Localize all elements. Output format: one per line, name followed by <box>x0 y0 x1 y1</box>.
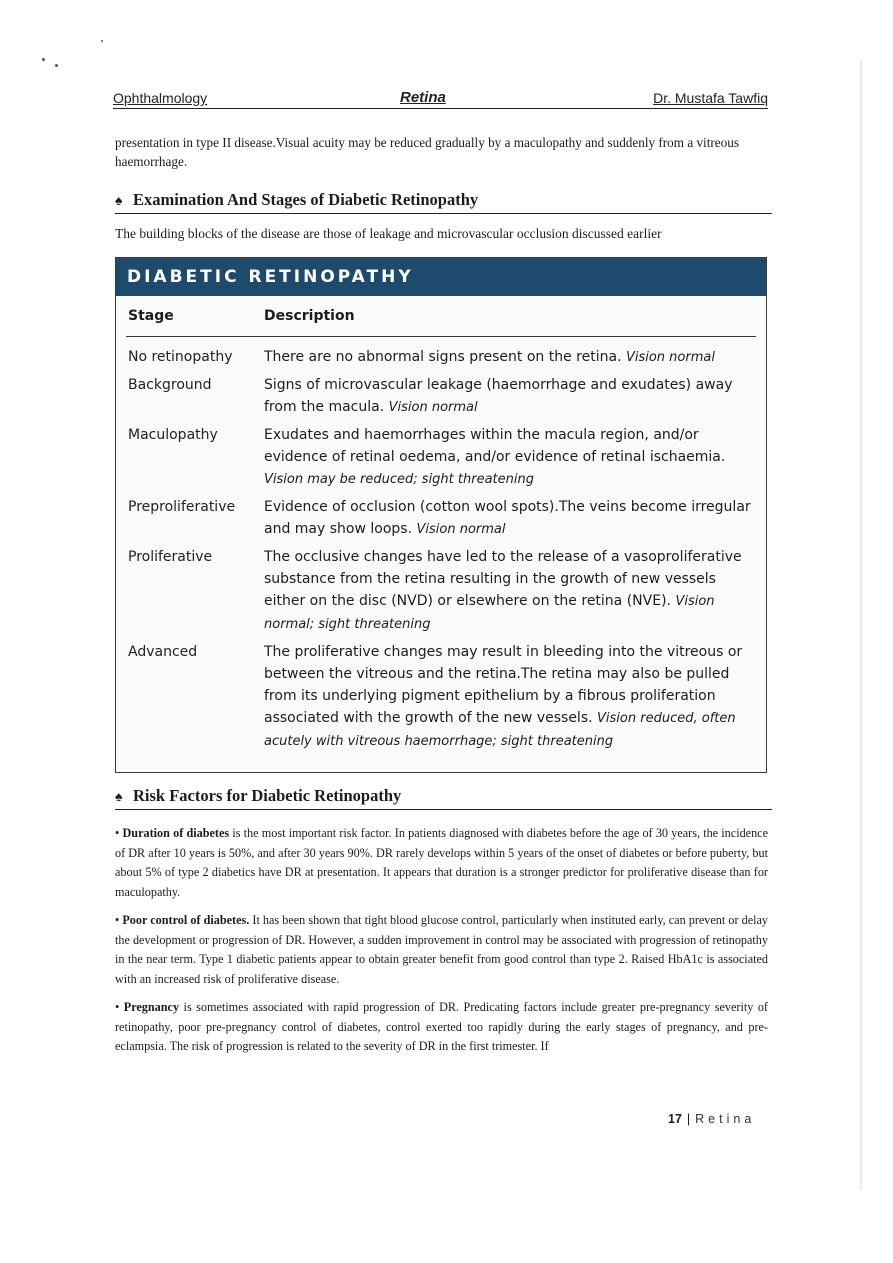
stage-description <box>264 546 756 636</box>
description-text: Exudates and haemorrhages within the macula region, and/or evidence of retinal oedema, and/or evidence of retinal ischaemia. <box>264 427 726 465</box>
table-row <box>126 424 756 491</box>
diabetic-retinopathy-table <box>115 257 767 773</box>
stage-label: Proliferative <box>128 549 213 565</box>
column-header-description: Description <box>264 308 355 324</box>
risk-factor-lead: Duration of diabetes <box>122 826 230 840</box>
examination-intro: The building blocks of the disease are those of leakage and microvascular occlusion discussed earlier <box>115 226 662 241</box>
scan-speck <box>101 40 103 42</box>
stage-label: Background <box>128 377 212 393</box>
table-row <box>126 496 756 541</box>
risk-factor-text: It has been shown that tight blood glucose control, particularly when instituted early, can prevent or delay the development or progression of DR. However, a sudden improvement in control may be associated with progression of retinopathy in the near term. Type 1 diabetic patients appear to obtain greater benefit from good control than type 2. Raised HbA1c is associated with an increased risk of proliferative disease. <box>115 913 769 986</box>
list-item: • Duration of diabetes is the most important risk factor. In patients diagnosed with diabetes before the age of 30 years, the incidence of DR after 10 years is 50%, and after 30 years 90%. DR rarely develops within 5 years of the onset of diabetes or before puberty, but about 5% of type 2 diabetics have DR at presentation. It appears that duration is a stronger predictor for proliferative disease than for maculopathy. <box>115 826 768 899</box>
vision-note: Vision reduced, often acutely with vitreous haemorrhage; sight threatening <box>264 711 736 749</box>
vision-note: Vision normal <box>625 350 715 365</box>
table-row <box>126 546 756 636</box>
description-text: Evidence of occlusion (cotton wool spots).The veins become irregular and may show loops. <box>264 499 751 537</box>
table-body <box>126 346 756 758</box>
spade-bullet-icon: ♠ <box>115 790 123 805</box>
stage-label: Preproliferative <box>128 499 236 515</box>
description-text: Signs of microvascular leakage (haemorrhage and exudates) away from the macula. <box>264 377 733 415</box>
spade-bullet-icon: ♠ <box>115 194 123 209</box>
table-row <box>126 374 756 419</box>
footer-separator: | <box>686 1112 691 1126</box>
header-subject: Ophthalmology <box>113 90 208 106</box>
table-banner: DIABETIC RETINOPATHY <box>116 258 766 296</box>
table-row <box>126 641 756 753</box>
stage-label: Advanced <box>128 644 198 660</box>
vision-note: Vision normal; sight threatening <box>264 594 715 632</box>
risk-factor-text: is sometimes associated with rapid progression of DR. Predicating factors include greater pre-pregnancy severity of retinopathy, poor pre-pregnancy control of diabetes, control exerted too rapidly during the early stages of pregnancy, and pre-eclampsia. The risk of progression is related to the severity of DR in the first trimester. If <box>115 1000 768 1053</box>
risk-factor-lead: Poor control of diabetes. <box>122 913 250 927</box>
list-item: • Poor control of diabetes. It has been shown that tight blood glucose control, particularly when instituted early, can prevent or delay the development or progression of DR. However, a sudden improvement in control may be associated with progression of retinopathy in the near term. Type 1 diabetic patients appear to obtain greater benefit from good control than type 2. Raised HbA1c is associated with an increased risk of proliferative disease. <box>115 913 769 986</box>
page-edge-shadow <box>860 60 863 1190</box>
stage-label: No retinopathy <box>128 349 233 365</box>
stage-description <box>264 424 756 491</box>
list-item: • Pregnancy is sometimes associated with rapid progression of DR. Predicating factors include greater pre-pregnancy severity of retinopathy, poor pre-pregnancy control of diabetes, control exerted too rapidly during the early stages of pregnancy, and pre-eclampsia. The risk of progression is related to the severity of DR in the first trimester. If <box>115 1000 768 1053</box>
description-text: The occlusive changes have led to the release of a vasoproliferative substance from the retina resulting in the growth of new vessels either on the disc (NVD) or elsewhere on the retina (NVE). <box>264 549 742 609</box>
vision-note: Vision normal <box>388 400 478 415</box>
stage-description <box>264 374 756 419</box>
scan-speck <box>42 58 45 61</box>
intro-paragraph: presentation in type II disease.Visual acuity may be reduced gradually by a maculopathy and suddenly from a vitreous haemorrhage. <box>115 135 739 169</box>
risk-factor-lead: Pregnancy <box>123 1000 180 1014</box>
section-heading-examination <box>115 190 772 214</box>
page-number: 17 <box>668 1112 682 1126</box>
description-text: There are no abnormal signs present on the retina. <box>264 349 622 365</box>
vision-note: Vision may be reduced; sight threatening <box>264 472 534 487</box>
table-header-row <box>126 306 756 337</box>
stage-description <box>264 496 756 541</box>
page-footer <box>668 1112 755 1126</box>
vision-note: Vision normal <box>416 522 506 537</box>
stage-description <box>264 641 756 753</box>
risk-factor-list <box>115 824 768 1066</box>
section-title: Risk Factors for Diabetic Retinopathy <box>133 786 402 805</box>
table-row <box>126 346 756 369</box>
description-text: The proliferative changes may result in bleeding into the vitreous or between the vitreous and the retina.The retina may also be pulled from its underlying pigment epithelium by a fibrous proliferation associated with the growth of the new vessels. <box>264 644 743 726</box>
section-title: Examination And Stages of Diabetic Retinopathy <box>133 190 479 209</box>
scan-speck <box>55 64 58 67</box>
header-chapter: Retina <box>400 89 446 106</box>
stage-description <box>264 346 756 369</box>
risk-factor-text: is the most important risk factor. In patients diagnosed with diabetes before the age of 30 years, the incidence of DR after 10 years is 50%, and after 30 years 90%. DR rarely develops within 5 years of the onset of diabetes or before puberty, but about 5% of type 2 diabetics have DR at presentation. It appears that duration is a stronger predictor for proliferative disease than for maculopathy. <box>115 826 768 899</box>
section-heading-risk-factors <box>115 786 772 810</box>
footer-chapter: Retina <box>695 1112 756 1126</box>
column-header-stage: Stage <box>128 308 174 324</box>
stage-label: Maculopathy <box>128 427 218 443</box>
header-author: Dr. Mustafa Tawfiq <box>653 90 768 106</box>
page-header <box>113 86 768 109</box>
